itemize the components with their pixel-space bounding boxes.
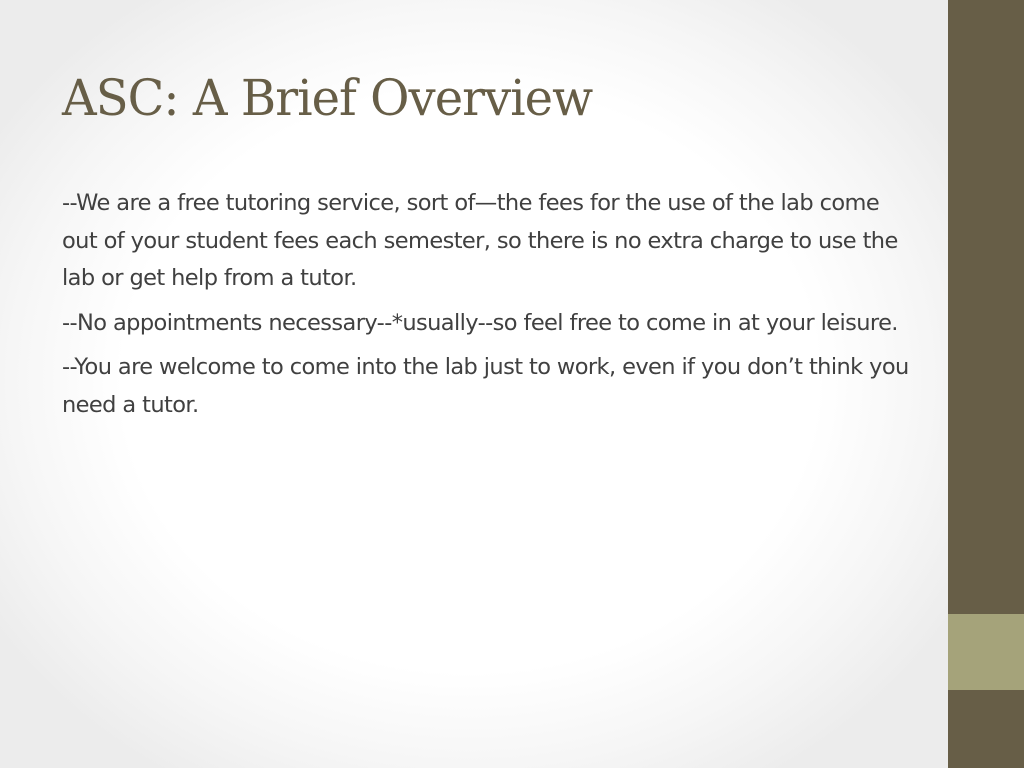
- slide-body: [62, 185, 912, 431]
- slide-title: ASC: A Brief Overview: [62, 69, 593, 127]
- body-paragraph: --No appointments necessary--*usually--so feel free to come in at your leisure.: [62, 309, 898, 336]
- body-paragraph: --We are a free tutoring service, sort of—the fees for the use of the lab come out of your student fees each semester, so there is no extra charge to use the lab or get help from a tutor.: [62, 190, 898, 291]
- decorative-side-bar-accent: [948, 614, 1024, 690]
- body-paragraph: --You are welcome to come into the lab just to work, even if you don’t think you need a tutor.: [62, 354, 909, 418]
